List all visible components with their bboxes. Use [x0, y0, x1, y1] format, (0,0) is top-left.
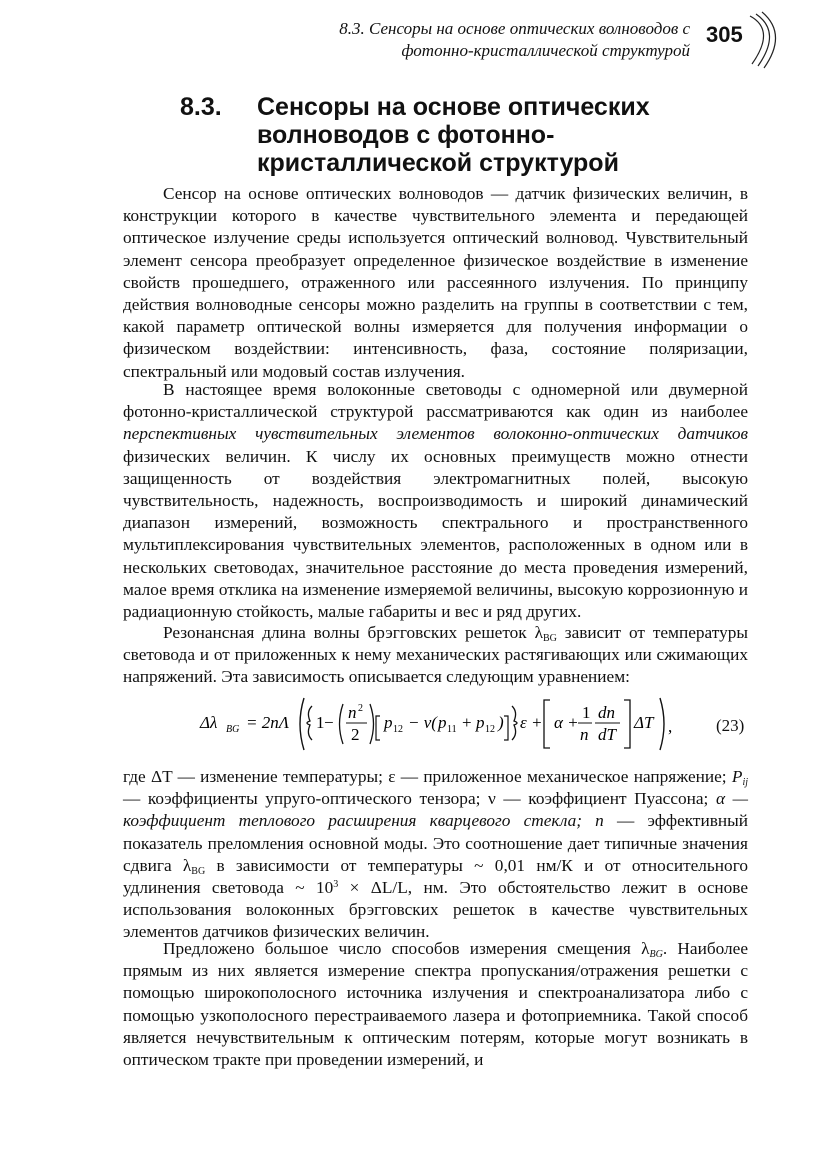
page-corner-swirl-icon — [748, 10, 782, 70]
eq-comma: , — [668, 717, 673, 736]
paragraph-5-lambda-subscript: BG — [649, 949, 663, 960]
eq-eps: ε + — [520, 713, 543, 732]
eq-dn: dn — [598, 703, 615, 722]
paragraph-5-text-a: Предложено большое число способов измерения смещения λ — [163, 939, 650, 958]
paragraph-3-text-b: зависит от температуры световода и от приложенных к нему механических растягивающих или сжимающих напряжений. Эта зависимость описывается следующим уравнением: — [123, 623, 748, 687]
eq-p11: p — [438, 713, 447, 732]
running-header — [300, 18, 690, 62]
paragraph-4-text-d: в зависимости от температуры ~ 0,01 нм/К и от относительного удлинения световода ~ 10 — [123, 855, 748, 898]
paragraph-4-text-b: — коэффициенты упруго-оптического тензора; ν — коэффициент Пуассона; — [123, 789, 716, 809]
paragraph-4-p-subscript: ij — [742, 777, 748, 788]
equation-23 — [200, 692, 680, 754]
section-title: Сенсоры на основе оптических волноводов с фотонно-кристаллической структурой — [257, 93, 650, 177]
eq-minus: − — [324, 713, 334, 732]
eq-p12-sub: 12 — [393, 724, 403, 735]
eq-one: 1 — [316, 713, 325, 732]
paragraph-1 — [123, 183, 748, 383]
eq-p12: p — [384, 713, 393, 732]
eq-two: 2 — [351, 725, 360, 744]
paragraph-1-text: Сенсор на основе оптических волноводов — датчик физических величин, в конструкции которого в качестве чувствительного элемента и передающей оптическое излучение среды используется оптический волновод. Чувствительный элемент сенсора преобразует определенное физическое воздействие в изменение свойств прошедшего, отраженного или рассеянного излучения. По принципу действия волноводные сенсоры можно разделить на группы в соответствии с тем, какой параметр оптической волны измеряется для получения информации о физическом воздействии: интенсивность, фаза, состояние поляризации, спектральный или модовый состав излучения. — [123, 184, 748, 381]
running-header-line1: 8.3. Сенсоры на основе оптических волноводов с — [339, 19, 690, 38]
eq-minus-nu: − ν( — [408, 713, 437, 732]
section-number: 8.3. — [180, 93, 222, 121]
eq-close-paren: ) — [498, 713, 504, 732]
paragraph-4 — [123, 766, 748, 944]
eq-p12b: p — [476, 713, 485, 732]
equation-number: (23) — [716, 716, 745, 735]
lambda-subscript: BG — [542, 633, 557, 644]
eq-rhs-start: = 2nΛ — [246, 713, 289, 732]
eq-p11-sub: 11 — [447, 724, 457, 735]
paragraph-3-text-a: Резонансная длина волны брэгговских решеток λ — [163, 623, 543, 642]
paragraph-4-superscript: 3 — [333, 879, 339, 891]
eq-alpha: α + — [554, 713, 579, 732]
paragraph-2-text-a: В настоящее время волоконные световоды с одномерной или двумерной фотонно-кристаллической структурой рассматриваются как один из наиболее — [123, 380, 748, 422]
eq-n-sq: 2 — [358, 703, 363, 714]
eq-lhs: Δλ — [200, 713, 218, 732]
paragraph-2-text-b: физических величин. К числу их основных преимуществ можно отнести защищенность от воздействия электромагнитных полей, высокую чувствительность, надежность, воспроизводимость и широкий динамический диапазон измерений, возможность спектрального и пространственного мультиплексирования чувствительных элементов, расположенных в одном или в нескольких световодах, значительное расстояние до места проведения измерений, малое время отклика на изменение измеряемой величины, высокую коррозионную и радиационную стойкость, малые габариты и вес и ряд других. — [123, 446, 748, 622]
paragraph-5-text-b: . Наиболее прямым из них является измерение спектра пропускания/отражения решетки с помощью широкополосного источника излучения и спектроанализатора либо с помощью узкополосного перестраиваемого лазера и фотоприемника. Такой способ является нечувствительным к оптическим потерям, которые могут возникать в оптическом тракте при проведении измерений, и — [123, 939, 748, 1070]
paragraph-2-emphasis: перспективных чувствительных элементов волоконно-оптических датчиков — [123, 424, 748, 444]
paragraph-2 — [123, 379, 748, 623]
page-number: 305 — [706, 22, 743, 47]
eq-dT: dT — [598, 725, 616, 744]
paragraph-4-p: P — [731, 767, 743, 786]
eq-lhs-sub: BG — [226, 724, 240, 735]
eq-frac-n: n — [580, 725, 589, 744]
eq-delta-T: ΔT — [634, 713, 654, 732]
paragraph-5 — [123, 938, 748, 1071]
eq-plus: + — [462, 713, 472, 732]
paragraph-4-lambda-subscript: BG — [191, 865, 206, 877]
eq-frac-one: 1 — [582, 703, 591, 722]
paragraph-4-emphasis: α — коэффициент теплового расширения кварцевого стекла; n — [123, 789, 748, 831]
paragraph-3 — [123, 622, 748, 689]
paragraph-4-text-e: × ΔL/L, нм. Это обстоятельство лежит в основе использования волоконных брэгговских решеток в качестве чувствительных элементов датчиков физических величин. — [123, 878, 748, 942]
paragraph-4-text-c: — эффективный показатель преломления основной моды. Это соотношение дает типичные значения сдвига λ — [123, 811, 748, 875]
paragraph-4-text-a: где ΔT — изменение температуры; ε — приложенное механическое напряжение; — [123, 767, 732, 786]
eq-n: n — [348, 703, 357, 722]
running-header-line2: фотонно-кристаллической структурой — [401, 41, 690, 60]
eq-p12b-sub: 12 — [485, 724, 495, 735]
